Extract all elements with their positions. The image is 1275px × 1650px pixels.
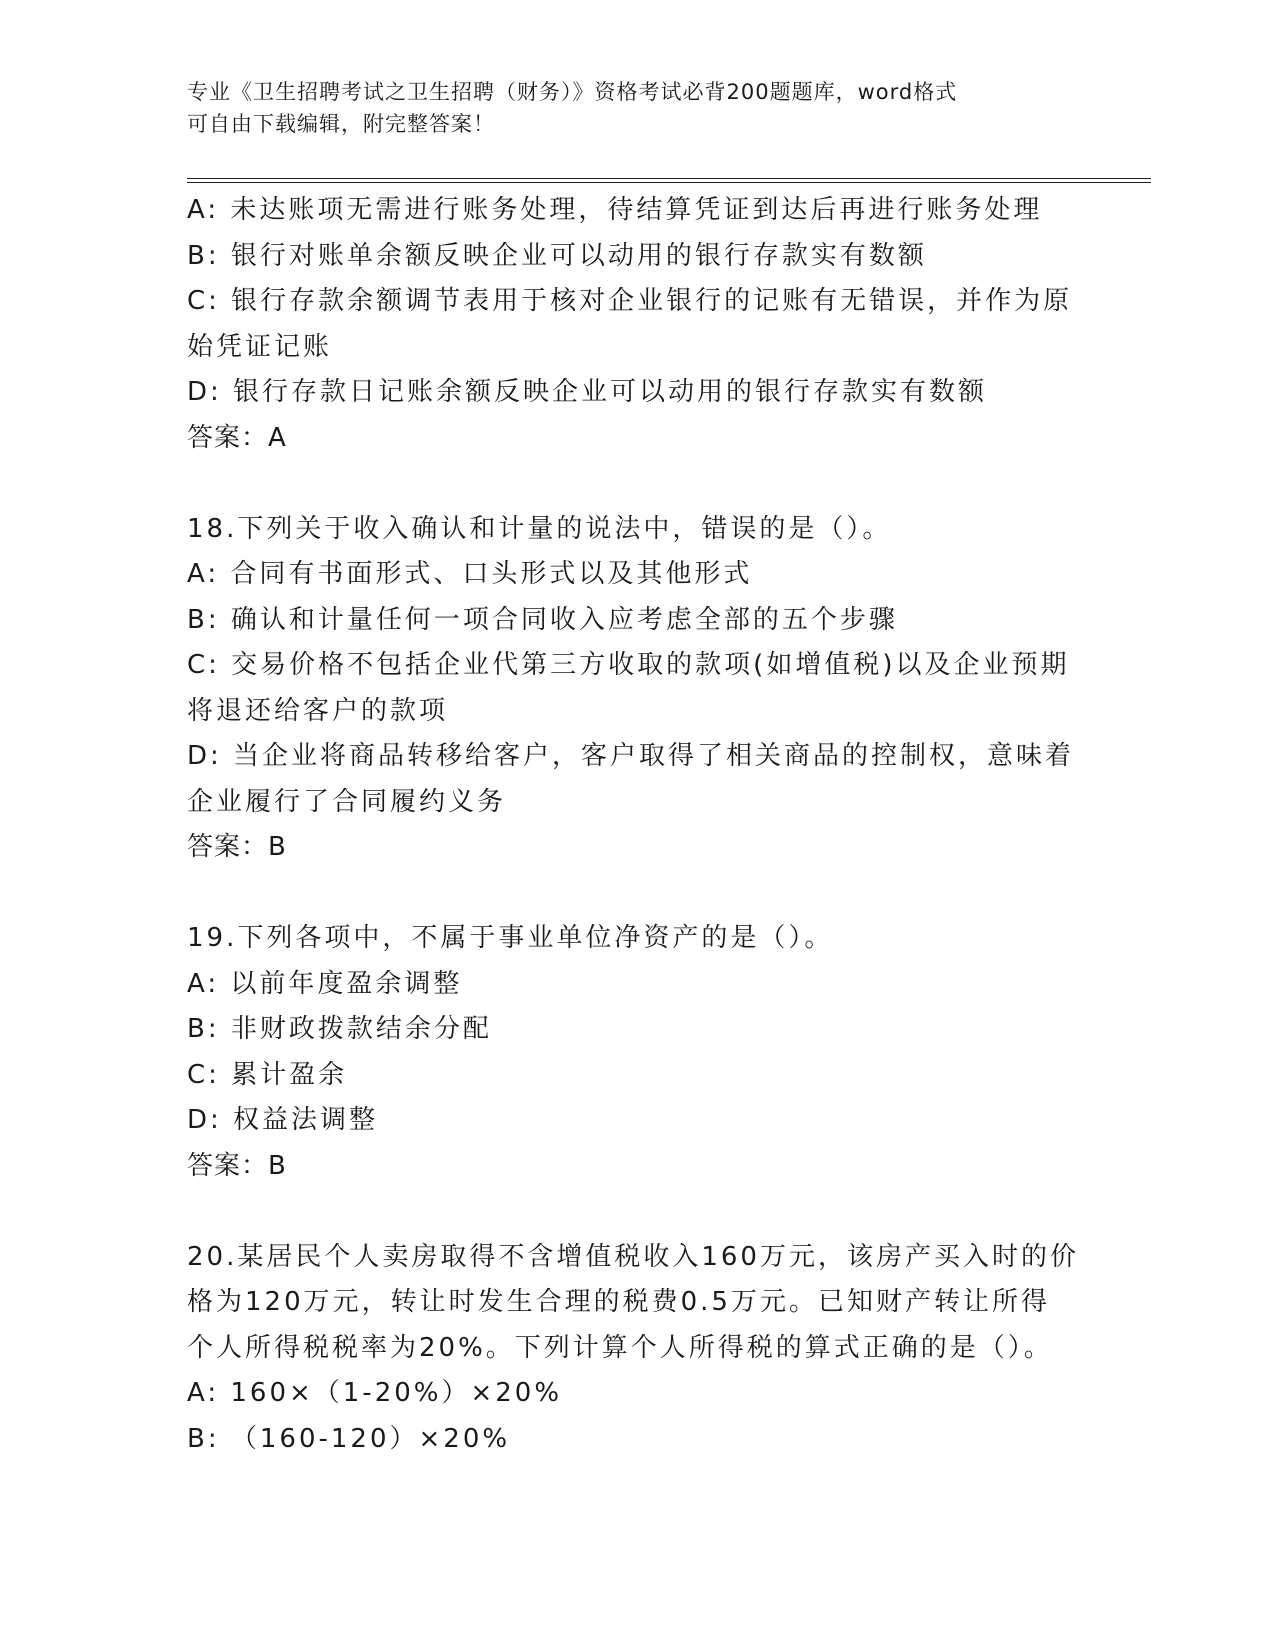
q19-option-b: B: 非财政拨款结余分配 [187, 1014, 492, 1044]
q18-option-a: A: 合同有书面形式、口头形式以及其他形式 [187, 559, 753, 589]
q19-stem: 19.下列各项中，不属于事业单位净资产的是（）。 [187, 923, 834, 953]
q18-option-c-line-1: C: 交易价格不包括企业代第三方收取的款项(如增值税)以及企业预期 [187, 650, 1070, 680]
q18-option-d-line-2: 企业履行了合同履约义务 [187, 786, 507, 817]
q17-answer: 答案：A [187, 422, 287, 453]
q17-option-d: D: 银行存款日记账余额反映企业可以动用的银行存款实有数额 [187, 377, 988, 407]
q20-option-a: A: 160×（1-20%）×20% [187, 1378, 563, 1408]
q18-stem: 18.下列关于收入确认和计量的说法中，错误的是（）。 [187, 513, 892, 544]
q19-option-c: C: 累计盈余 [187, 1059, 348, 1090]
q17-option-a: A: 未达账项无需进行账务处理，待结算凭证到达后再进行账务处理 [187, 195, 1043, 225]
spacer [187, 1189, 1087, 1235]
spacer [187, 461, 1087, 507]
q19-answer: 答案：B [187, 1150, 287, 1181]
q17-option-c-line-1: C: 银行存款余额调节表用于核对企业银行的记账有无错误，并作为原 [187, 286, 1073, 316]
q17-option-c-line-2: 始凭证记账 [187, 331, 333, 362]
header-divider-top [187, 178, 1151, 179]
q19-option-a: A: 以前年度盈余调整 [187, 968, 463, 999]
q18-option-c-line-2: 将退还给客户的款项 [187, 695, 449, 726]
q18-answer: 答案：B [187, 832, 287, 862]
q17-option-b: B: 银行对账单余额反映企业可以动用的银行存款实有数额 [187, 240, 927, 271]
q20-stem-line-3: 个人所得税税率为20%。下列计算个人所得税的算式正确的是（）。 [187, 1332, 1053, 1363]
spacer [187, 871, 1087, 917]
header-divider-bottom [187, 182, 1151, 183]
q18-option-b: B: 确认和计量任何一项合同收入应考虑全部的五个步骤 [187, 604, 898, 635]
q20-stem-line-2: 格为120万元，转让时发生合理的税费0.5万元。已知财产转让所得 [187, 1287, 1050, 1317]
q20-option-b: B: （160-120）×20% [187, 1423, 511, 1454]
question-content [187, 188, 1087, 1462]
document-header [187, 76, 1067, 140]
header-title-line-1: 专业《卫生招聘考试之卫生招聘（财务）》资格考试必背200题题库，word格式 [187, 80, 958, 104]
q19-option-d: D: 权益法调整 [187, 1105, 379, 1135]
header-title-line-2: 可自由下载编辑，附完整答案！ [187, 112, 495, 136]
q20-stem-line-1: 20.某居民个人卖房取得不含增值税收入160万元，该房产买入时的价 [187, 1241, 1079, 1272]
q18-option-d-line-1: D: 当企业将商品转移给客户，客户取得了相关商品的控制权，意味着 [187, 741, 1075, 771]
